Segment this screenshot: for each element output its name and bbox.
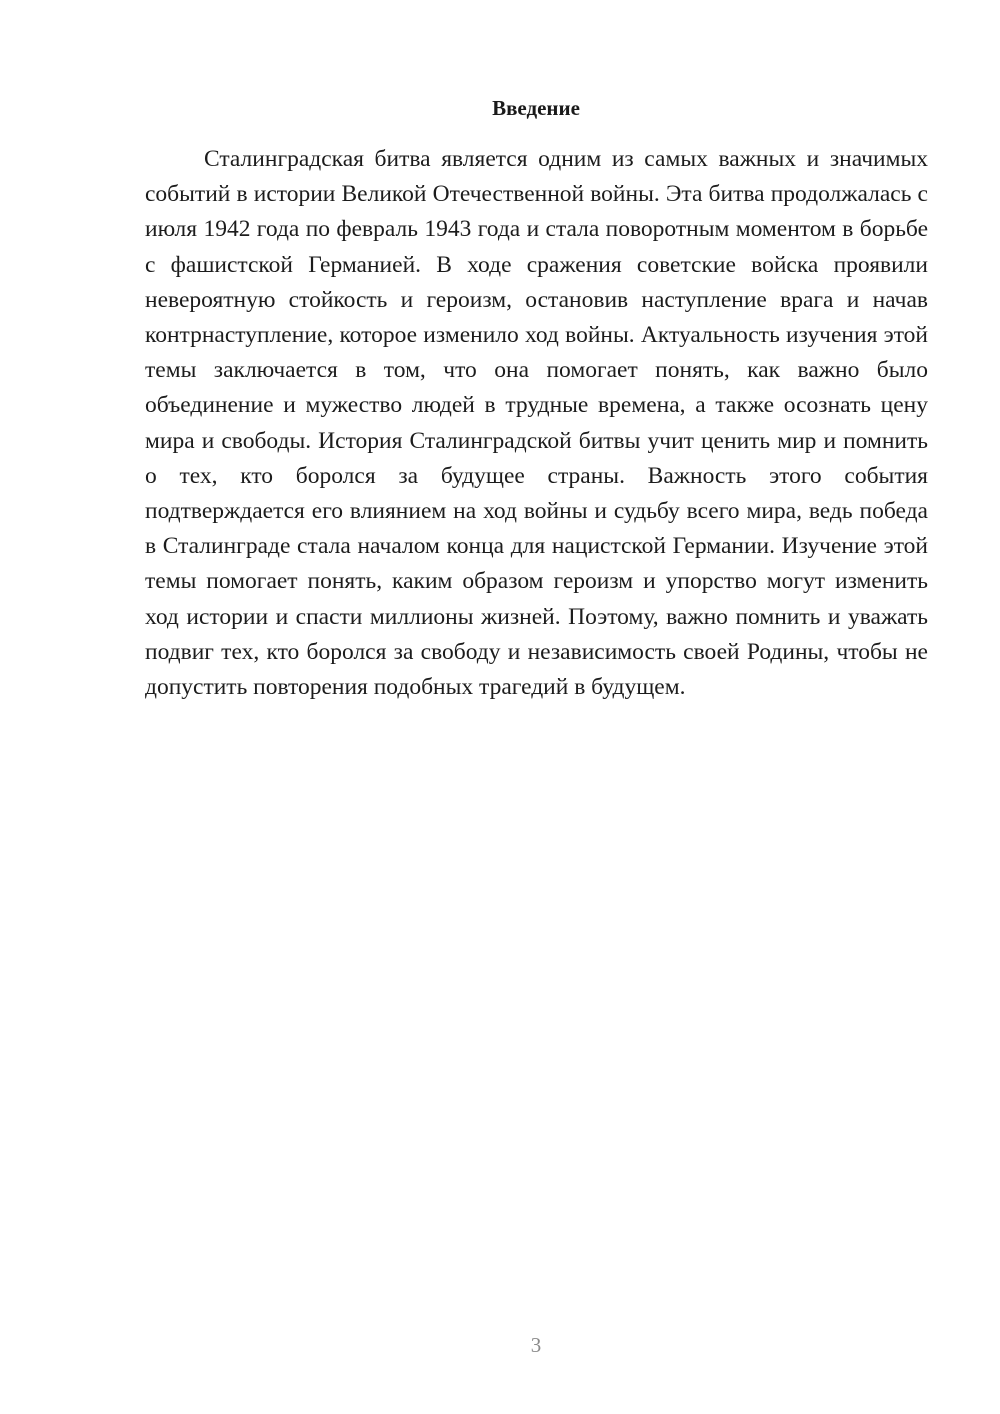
section-heading: Введение — [492, 96, 580, 120]
page-number: 3 — [530, 1333, 542, 1357]
body-paragraph: Сталинградская битва является одним из самых важных и значимых событий в истории Великой Отечественной войны. Эта битва продолжалась с июля 1942 года по февраль 1943 года и стала поворотным моментом в борьбе с фашистской Германией. В ходе сражения советские войска проявили невероятную стойкость и героизм, остановив наступление врага и начав контрнаступление, которое изменило ход войны. Актуальность изучения этой темы заключается в том, что она помогает понять, как важно было объединение и мужество людей в трудные времена, а также осознать цену мира и свободы. История Сталинградской битвы учит ценить мир и помнить о тех, кто боролся за будущее страны. Важность этого события подтверждается его влиянием на ход войны и судьбу всего мира, ведь победа в Сталинграде стала началом конца для нацистской Германии. Изучение этой темы помогает понять, каким образом героизм и упорство могут изменить ход истории и спасти миллионы жизней. Поэтому, важно помнить и уважать подвиг тех, кто боролся за свободу и независимость своей Родины, чтобы не допустить повторения подобных трагедий в будущем. — [145, 146, 928, 701]
